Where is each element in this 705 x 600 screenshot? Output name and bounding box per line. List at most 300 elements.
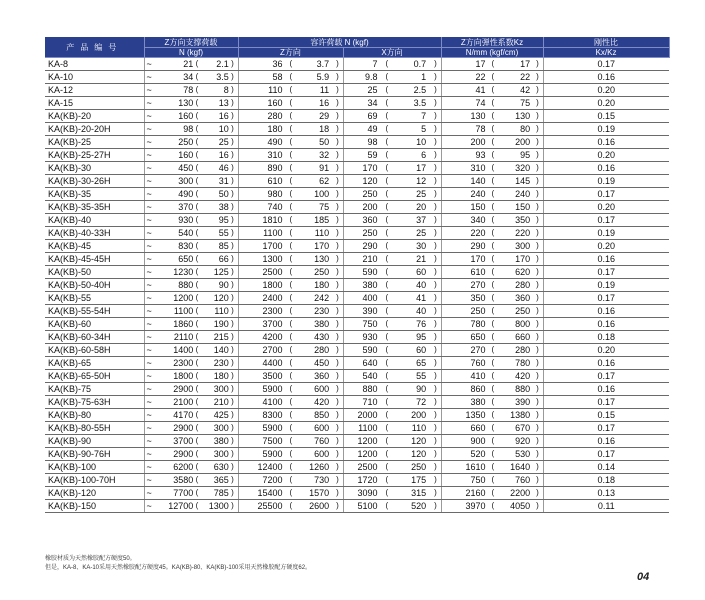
cell-spring: 22 ( 22 ) bbox=[441, 71, 543, 84]
cell-allowable-x-n: 69 bbox=[367, 111, 378, 121]
cell-allowable-x: 49 ( 5 ) bbox=[343, 123, 441, 136]
cell-z-support-n: 12700 bbox=[168, 501, 194, 511]
cell-allowable-x-kgf: 76 bbox=[416, 319, 427, 329]
cell-allowable-z: 280 ( 29 ) bbox=[238, 110, 343, 123]
cell-allowable-z: 490 ( 50 ) bbox=[238, 136, 343, 149]
cell-allowable-z: 4100 ( 420 ) bbox=[238, 396, 343, 409]
page-number: 04 bbox=[637, 571, 650, 583]
cell-spring: 270 ( 280 ) bbox=[441, 279, 543, 292]
cell-allowable-x-n: 250 bbox=[362, 228, 378, 238]
table-row bbox=[45, 500, 669, 513]
cell-model: KA(KB)-55-54H bbox=[45, 305, 144, 318]
cell-allowable-x-kgf: 25 bbox=[416, 228, 427, 238]
cell-spring-nmm: 350 bbox=[470, 293, 486, 303]
cell-allowable-z-kgf: 18 bbox=[319, 124, 330, 134]
cell-allowable-x: 590 ( 60 ) bbox=[343, 266, 441, 279]
cell-spring: 660 ( 670 ) bbox=[441, 422, 543, 435]
cell-z-support-n: 160 bbox=[178, 150, 194, 160]
cell-allowable-z: 5900 ( 600 ) bbox=[238, 422, 343, 435]
cell-z-support-kgf: 66 bbox=[218, 254, 229, 264]
cell-z-support-n: 300 bbox=[178, 176, 194, 186]
cell-z-support-kgf: 215 bbox=[213, 332, 229, 342]
cell-model: KA(KB)-90-76H bbox=[45, 448, 144, 461]
cell-allowable-z-n: 110 bbox=[268, 85, 283, 95]
cell-allowable-z-n: 36 bbox=[272, 59, 283, 69]
cell-z-support-n: 370 bbox=[178, 202, 194, 212]
header-spring-title: Z方向弹性系数Kz bbox=[441, 37, 543, 48]
cell-spring-nmm: 860 bbox=[470, 384, 486, 394]
cell-spring-kgfcm: 42 bbox=[520, 85, 531, 95]
cell-ratio: 0.19 bbox=[543, 123, 669, 136]
cell-allowable-x-n: 400 bbox=[362, 293, 378, 303]
cell-spring-kgfcm: 2200 bbox=[510, 488, 531, 498]
cell-allowable-z-kgf: 16 bbox=[319, 98, 330, 108]
cell-spring: 650 ( 660 ) bbox=[441, 331, 543, 344]
cell-spring: 270 ( 280 ) bbox=[441, 344, 543, 357]
cell-allowable-z-n: 4200 bbox=[262, 332, 283, 342]
cell-ratio: 0.11 bbox=[543, 500, 669, 513]
cell-spring: 220 ( 220 ) bbox=[441, 227, 543, 240]
cell-allowable-x: 290 ( 30 ) bbox=[343, 240, 441, 253]
cell-spring-kgfcm: 1640 bbox=[510, 462, 531, 472]
cell-allowable-x-kgf: 40 bbox=[416, 280, 427, 290]
cell-allowable-x-n: 360 bbox=[362, 215, 378, 225]
cell-allowable-z: 1810 ( 185 ) bbox=[238, 214, 343, 227]
cell-z-support: ~ 3580 ( 365 ) bbox=[144, 474, 238, 487]
table-row bbox=[45, 305, 669, 318]
cell-allowable-x-n: 590 bbox=[362, 345, 378, 355]
cell-spring-kgfcm: 22 bbox=[520, 72, 531, 82]
footnote-line-2: 但是，KA-8、KA-10采用天然橡胶配方硬度45。KA(KB)-80、KA(KB)-100采用天然橡胶配方硬度62。 bbox=[45, 565, 312, 571]
cell-allowable-x: 540 ( 55 ) bbox=[343, 370, 441, 383]
table-row bbox=[45, 71, 669, 84]
cell-spring: 250 ( 250 ) bbox=[441, 305, 543, 318]
cell-model: KA(KB)-75 bbox=[45, 383, 144, 396]
cell-spring-nmm: 41 bbox=[475, 85, 486, 95]
cell-spring-nmm: 17 bbox=[475, 59, 486, 69]
cell-spring: 410 ( 420 ) bbox=[441, 370, 543, 383]
cell-z-support-kgf: 140 bbox=[213, 345, 229, 355]
cell-z-support-n: 1200 bbox=[173, 293, 194, 303]
cell-spring-kgfcm: 220 bbox=[515, 228, 531, 238]
cell-ratio: 0.20 bbox=[543, 240, 669, 253]
cell-allowable-z-kgf: 600 bbox=[314, 449, 330, 459]
cell-allowable-z-kgf: 2600 bbox=[309, 501, 330, 511]
cell-allowable-x-n: 1200 bbox=[357, 449, 378, 459]
cell-spring: 750 ( 760 ) bbox=[441, 474, 543, 487]
cell-allowable-x-n: 7 bbox=[372, 59, 378, 69]
cell-spring-nmm: 270 bbox=[470, 280, 486, 290]
table-row bbox=[45, 279, 669, 292]
cell-ratio: 0.13 bbox=[543, 487, 669, 500]
cell-allowable-x-kgf: 110 bbox=[411, 423, 427, 433]
cell-model: KA(KB)-50 bbox=[45, 266, 144, 279]
cell-spring-nmm: 78 bbox=[475, 124, 486, 134]
header-allowable-x: X方向 bbox=[343, 48, 441, 58]
cell-spring-nmm: 290 bbox=[470, 241, 486, 251]
cell-allowable-z-n: 980 bbox=[267, 189, 283, 199]
cell-z-support-kgf: 210 bbox=[213, 397, 229, 407]
cell-z-support-kgf: 230 bbox=[213, 358, 229, 368]
table-row bbox=[45, 97, 669, 110]
cell-model: KA-15 bbox=[45, 97, 144, 110]
cell-spring-kgfcm: 360 bbox=[515, 293, 531, 303]
cell-spring-kgfcm: 95 bbox=[520, 150, 531, 160]
cell-spring-kgfcm: 670 bbox=[515, 423, 531, 433]
cell-z-support-kgf: 380 bbox=[213, 436, 229, 446]
cell-spring: 860 ( 880 ) bbox=[441, 383, 543, 396]
header-allowable-h: Z方向 bbox=[238, 48, 343, 58]
cell-spring-kgfcm: 200 bbox=[515, 137, 531, 147]
cell-z-support: ~ 2900 ( 300 ) bbox=[144, 383, 238, 396]
cell-spring-nmm: 150 bbox=[470, 202, 486, 212]
table-row bbox=[45, 110, 669, 123]
cell-spring: 78 ( 80 ) bbox=[441, 123, 543, 136]
cell-allowable-x-kgf: 60 bbox=[416, 267, 427, 277]
cell-spring-nmm: 610 bbox=[470, 267, 486, 277]
cell-z-support-n: 1100 bbox=[173, 306, 194, 316]
cell-z-support: ~ 34 ( 3.5 ) bbox=[144, 71, 238, 84]
cell-allowable-x-n: 170 bbox=[362, 163, 378, 173]
cell-ratio: 0.17 bbox=[543, 292, 669, 305]
cell-spring-nmm: 240 bbox=[470, 189, 486, 199]
cell-spring-kgfcm: 240 bbox=[515, 189, 531, 199]
cell-z-support-n: 3700 bbox=[173, 436, 194, 446]
cell-z-support-kgf: 50 bbox=[218, 189, 229, 199]
cell-allowable-z-n: 2400 bbox=[262, 293, 283, 303]
table-row bbox=[45, 58, 669, 71]
cell-z-support-n: 2300 bbox=[173, 358, 194, 368]
table-row bbox=[45, 448, 669, 461]
cell-allowable-z-n: 4400 bbox=[262, 358, 283, 368]
cell-allowable-x: 7 ( 0.7 ) bbox=[343, 58, 441, 71]
cell-allowable-z-kgf: 5.9 bbox=[316, 72, 330, 82]
cell-z-support: ~ 21 ( 2.1 ) bbox=[144, 58, 238, 71]
cell-spring: 130 ( 130 ) bbox=[441, 110, 543, 123]
cell-z-support-n: 2900 bbox=[173, 423, 194, 433]
cell-z-support: ~ 1100 ( 110 ) bbox=[144, 305, 238, 318]
cell-spring-kgfcm: 170 bbox=[515, 254, 531, 264]
cell-allowable-z-kgf: 110 bbox=[314, 228, 330, 238]
cell-z-support-n: 1800 bbox=[173, 371, 194, 381]
spec-table bbox=[45, 37, 670, 513]
cell-spring-nmm: 1610 bbox=[465, 462, 486, 472]
table-row bbox=[45, 149, 669, 162]
cell-allowable-x-n: 59 bbox=[367, 150, 378, 160]
cell-z-support: ~ 880 ( 90 ) bbox=[144, 279, 238, 292]
cell-allowable-x: 1200 ( 120 ) bbox=[343, 435, 441, 448]
cell-allowable-x: 880 ( 90 ) bbox=[343, 383, 441, 396]
cell-allowable-z-kgf: 11 bbox=[319, 85, 330, 95]
cell-allowable-z: 610 ( 62 ) bbox=[238, 175, 343, 188]
cell-allowable-x-n: 25 bbox=[367, 85, 378, 95]
cell-z-support: ~ 2300 ( 230 ) bbox=[144, 357, 238, 370]
table-row bbox=[45, 292, 669, 305]
cell-allowable-z-kgf: 130 bbox=[314, 254, 330, 264]
cell-z-support: ~ 490 ( 50 ) bbox=[144, 188, 238, 201]
cell-allowable-z: 58 ( 5.9 ) bbox=[238, 71, 343, 84]
cell-allowable-z: 2400 ( 242 ) bbox=[238, 292, 343, 305]
cell-spring-kgfcm: 530 bbox=[515, 449, 531, 459]
cell-model: KA(KB)-30-26H bbox=[45, 175, 144, 188]
table-row bbox=[45, 396, 669, 409]
table-row bbox=[45, 266, 669, 279]
cell-spring-kgfcm: 920 bbox=[515, 436, 531, 446]
cell-model: KA(KB)-20-20H bbox=[45, 123, 144, 136]
cell-model: KA(KB)-100 bbox=[45, 461, 144, 474]
cell-spring-kgfcm: 350 bbox=[515, 215, 531, 225]
cell-ratio: 0.14 bbox=[543, 461, 669, 474]
table-row bbox=[45, 227, 669, 240]
cell-z-support: ~ 250 ( 25 ) bbox=[144, 136, 238, 149]
cell-allowable-z-kgf: 250 bbox=[314, 267, 330, 277]
cell-z-support-kgf: 31 bbox=[218, 176, 229, 186]
header-z-support-title: Z方向支撑荷载 bbox=[144, 37, 238, 48]
cell-allowable-x-n: 120 bbox=[362, 176, 378, 186]
cell-allowable-z-kgf: 1570 bbox=[309, 488, 330, 498]
cell-spring-kgfcm: 420 bbox=[515, 371, 531, 381]
cell-z-support-kgf: 3.5 bbox=[216, 72, 229, 82]
table-row bbox=[45, 84, 669, 97]
cell-allowable-x-kgf: 40 bbox=[416, 306, 427, 316]
cell-allowable-z-n: 25500 bbox=[257, 501, 283, 511]
table-row bbox=[45, 344, 669, 357]
cell-allowable-z: 740 ( 75 ) bbox=[238, 201, 343, 214]
cell-allowable-x-kgf: 7 bbox=[421, 111, 427, 121]
cell-allowable-z-n: 160 bbox=[267, 98, 283, 108]
cell-allowable-z-kgf: 380 bbox=[314, 319, 330, 329]
cell-allowable-z-n: 5900 bbox=[262, 423, 283, 433]
cell-spring: 610 ( 620 ) bbox=[441, 266, 543, 279]
cell-allowable-z-n: 15400 bbox=[257, 488, 283, 498]
cell-allowable-x-kgf: 72 bbox=[416, 397, 427, 407]
header-ratio-unit: Kx/Kz bbox=[543, 48, 669, 58]
cell-z-support: ~ 1400 ( 140 ) bbox=[144, 344, 238, 357]
cell-allowable-x-n: 1200 bbox=[357, 436, 378, 446]
cell-model: KA(KB)-35-35H bbox=[45, 201, 144, 214]
cell-spring: 1610 ( 1640 ) bbox=[441, 461, 543, 474]
cell-z-support-n: 21 bbox=[183, 59, 194, 69]
cell-spring: 17 ( 17 ) bbox=[441, 58, 543, 71]
header-allowable-title: 容许荷载 N (kgf) bbox=[238, 37, 441, 48]
cell-z-support: ~ 3700 ( 380 ) bbox=[144, 435, 238, 448]
cell-allowable-x-kgf: 17 bbox=[416, 163, 427, 173]
cell-spring-kgfcm: 880 bbox=[515, 384, 531, 394]
cell-spring-nmm: 900 bbox=[470, 436, 486, 446]
cell-z-support-kgf: 16 bbox=[218, 111, 229, 121]
cell-allowable-z: 5900 ( 600 ) bbox=[238, 383, 343, 396]
table-row bbox=[45, 214, 669, 227]
cell-allowable-x: 170 ( 17 ) bbox=[343, 162, 441, 175]
cell-allowable-z-kgf: 360 bbox=[314, 371, 330, 381]
cell-allowable-z: 5900 ( 600 ) bbox=[238, 448, 343, 461]
table-row bbox=[45, 383, 669, 396]
cell-z-support-kgf: 425 bbox=[213, 410, 229, 420]
cell-model: KA(KB)-35 bbox=[45, 188, 144, 201]
cell-allowable-x-n: 98 bbox=[367, 137, 378, 147]
cell-allowable-x-kgf: 315 bbox=[411, 488, 427, 498]
cell-z-support: ~ 300 ( 31 ) bbox=[144, 175, 238, 188]
cell-z-support-kgf: 190 bbox=[213, 319, 229, 329]
table-row bbox=[45, 409, 669, 422]
cell-ratio: 0.15 bbox=[543, 409, 669, 422]
cell-allowable-x-n: 5100 bbox=[357, 501, 378, 511]
cell-allowable-x: 390 ( 40 ) bbox=[343, 305, 441, 318]
cell-z-support-n: 7700 bbox=[173, 488, 194, 498]
cell-allowable-z-kgf: 3.7 bbox=[316, 59, 330, 69]
cell-allowable-x-n: 540 bbox=[362, 371, 378, 381]
cell-spring-kgfcm: 80 bbox=[520, 124, 531, 134]
cell-z-support-kgf: 2.1 bbox=[216, 59, 229, 69]
cell-spring-nmm: 170 bbox=[470, 254, 486, 264]
cell-model: KA(KB)-65-50H bbox=[45, 370, 144, 383]
cell-spring: 93 ( 95 ) bbox=[441, 149, 543, 162]
cell-z-support: ~ 12700 ( 1300 ) bbox=[144, 500, 238, 513]
cell-allowable-z-kgf: 760 bbox=[314, 436, 330, 446]
cell-spring: 2160 ( 2200 ) bbox=[441, 487, 543, 500]
cell-z-support: ~ 930 ( 95 ) bbox=[144, 214, 238, 227]
cell-allowable-x-n: 750 bbox=[362, 319, 378, 329]
cell-z-support: ~ 1800 ( 180 ) bbox=[144, 370, 238, 383]
cell-allowable-x-kgf: 10 bbox=[416, 137, 427, 147]
cell-model: KA-8 bbox=[45, 58, 144, 71]
cell-z-support-kgf: 110 bbox=[214, 306, 229, 316]
cell-allowable-z: 890 ( 91 ) bbox=[238, 162, 343, 175]
cell-spring-kgfcm: 390 bbox=[515, 397, 531, 407]
cell-allowable-z-kgf: 450 bbox=[314, 358, 330, 368]
cell-spring-kgfcm: 75 bbox=[520, 98, 531, 108]
cell-z-support-kgf: 46 bbox=[218, 163, 229, 173]
cell-ratio: 0.17 bbox=[543, 58, 669, 71]
cell-spring-nmm: 780 bbox=[470, 319, 486, 329]
cell-model: KA(KB)-45 bbox=[45, 240, 144, 253]
cell-allowable-z-n: 280 bbox=[267, 111, 283, 121]
cell-allowable-x-n: 1720 bbox=[357, 475, 378, 485]
cell-z-support: ~ 2900 ( 300 ) bbox=[144, 422, 238, 435]
cell-z-support: ~ 1860 ( 190 ) bbox=[144, 318, 238, 331]
header-z-support-unit: N (kgf) bbox=[144, 48, 238, 58]
cell-allowable-z: 310 ( 32 ) bbox=[238, 149, 343, 162]
table-header bbox=[45, 37, 669, 58]
cell-z-support: ~ 130 ( 13 ) bbox=[144, 97, 238, 110]
cell-spring: 41 ( 42 ) bbox=[441, 84, 543, 97]
cell-allowable-x-kgf: 120 bbox=[411, 449, 427, 459]
cell-spring-kgfcm: 4050 bbox=[510, 501, 531, 511]
cell-allowable-x: 1100 ( 110 ) bbox=[343, 422, 441, 435]
cell-spring-nmm: 270 bbox=[470, 345, 486, 355]
cell-allowable-x-kgf: 120 bbox=[411, 436, 427, 446]
cell-model: KA-10 bbox=[45, 71, 144, 84]
cell-allowable-z: 1700 ( 170 ) bbox=[238, 240, 343, 253]
cell-spring-nmm: 140 bbox=[470, 176, 486, 186]
cell-allowable-x-kgf: 0.7 bbox=[413, 59, 427, 69]
cell-z-support: ~ 450 ( 46 ) bbox=[144, 162, 238, 175]
cell-allowable-z-kgf: 430 bbox=[314, 332, 330, 342]
cell-ratio: 0.17 bbox=[543, 422, 669, 435]
cell-spring-kgfcm: 780 bbox=[515, 358, 531, 368]
table-row bbox=[45, 435, 669, 448]
cell-spring-nmm: 410 bbox=[470, 371, 486, 381]
cell-model: KA(KB)-60 bbox=[45, 318, 144, 331]
cell-allowable-z-n: 890 bbox=[267, 163, 283, 173]
cell-model: KA(KB)-55 bbox=[45, 292, 144, 305]
cell-z-support-n: 4170 bbox=[173, 410, 194, 420]
cell-allowable-x-kgf: 250 bbox=[411, 462, 427, 472]
cell-spring-nmm: 750 bbox=[470, 475, 486, 485]
cell-allowable-x-n: 380 bbox=[362, 280, 378, 290]
cell-z-support-kgf: 95 bbox=[218, 215, 229, 225]
cell-ratio: 0.16 bbox=[543, 253, 669, 266]
table-row bbox=[45, 331, 669, 344]
cell-ratio: 0.16 bbox=[543, 305, 669, 318]
cell-spring: 150 ( 150 ) bbox=[441, 201, 543, 214]
cell-model: KA(KB)-90 bbox=[45, 435, 144, 448]
cell-allowable-x: 1720 ( 175 ) bbox=[343, 474, 441, 487]
cell-z-support: ~ 540 ( 55 ) bbox=[144, 227, 238, 240]
cell-allowable-z-kgf: 1260 bbox=[309, 462, 330, 472]
cell-z-support: ~ 6200 ( 630 ) bbox=[144, 461, 238, 474]
cell-allowable-x: 25 ( 2.5 ) bbox=[343, 84, 441, 97]
cell-z-support-n: 830 bbox=[178, 241, 194, 251]
cell-allowable-z: 15400 ( 1570 ) bbox=[238, 487, 343, 500]
cell-spring: 3970 ( 4050 ) bbox=[441, 500, 543, 513]
cell-allowable-x-n: 49 bbox=[367, 124, 378, 134]
cell-z-support-kgf: 300 bbox=[213, 423, 229, 433]
cell-z-support: ~ 650 ( 66 ) bbox=[144, 253, 238, 266]
cell-ratio: 0.16 bbox=[543, 318, 669, 331]
cell-allowable-z-n: 1810 bbox=[262, 215, 283, 225]
cell-z-support-kgf: 630 bbox=[213, 462, 229, 472]
cell-spring: 74 ( 75 ) bbox=[441, 97, 543, 110]
cell-z-support-n: 130 bbox=[178, 98, 194, 108]
cell-allowable-z: 160 ( 16 ) bbox=[238, 97, 343, 110]
cell-allowable-z: 3700 ( 380 ) bbox=[238, 318, 343, 331]
cell-allowable-z-kgf: 62 bbox=[319, 176, 330, 186]
cell-allowable-x: 2500 ( 250 ) bbox=[343, 461, 441, 474]
cell-z-support-n: 650 bbox=[178, 254, 194, 264]
cell-allowable-z-kgf: 280 bbox=[314, 345, 330, 355]
cell-z-support-n: 490 bbox=[178, 189, 194, 199]
cell-allowable-z-n: 610 bbox=[267, 176, 283, 186]
header-spring-unit: N/mm (kgf/cm) bbox=[441, 48, 543, 58]
cell-spring-nmm: 1350 bbox=[465, 410, 486, 420]
cell-spring-kgfcm: 300 bbox=[515, 241, 531, 251]
cell-model: KA(KB)-45-45H bbox=[45, 253, 144, 266]
cell-z-support-n: 1230 bbox=[173, 267, 194, 277]
cell-z-support: ~ 1200 ( 120 ) bbox=[144, 292, 238, 305]
cell-allowable-z: 2500 ( 250 ) bbox=[238, 266, 343, 279]
cell-spring-nmm: 340 bbox=[470, 215, 486, 225]
cell-allowable-z-n: 2700 bbox=[262, 345, 283, 355]
cell-spring-nmm: 200 bbox=[470, 137, 486, 147]
cell-allowable-z-n: 8300 bbox=[262, 410, 283, 420]
cell-allowable-z-n: 5900 bbox=[262, 449, 283, 459]
cell-z-support-kgf: 13 bbox=[218, 98, 229, 108]
cell-model: KA(KB)-30 bbox=[45, 162, 144, 175]
cell-spring-nmm: 520 bbox=[470, 449, 486, 459]
cell-spring: 140 ( 145 ) bbox=[441, 175, 543, 188]
cell-allowable-x-kgf: 21 bbox=[416, 254, 427, 264]
cell-model: KA(KB)-25 bbox=[45, 136, 144, 149]
cell-allowable-z-kgf: 29 bbox=[319, 111, 330, 121]
cell-model: KA(KB)-60-34H bbox=[45, 331, 144, 344]
cell-allowable-x: 930 ( 95 ) bbox=[343, 331, 441, 344]
cell-allowable-x-kgf: 60 bbox=[416, 345, 427, 355]
cell-z-support-kgf: 365 bbox=[213, 475, 229, 485]
cell-z-support-n: 930 bbox=[178, 215, 194, 225]
cell-spring-nmm: 650 bbox=[470, 332, 486, 342]
cell-allowable-z-n: 490 bbox=[267, 137, 283, 147]
